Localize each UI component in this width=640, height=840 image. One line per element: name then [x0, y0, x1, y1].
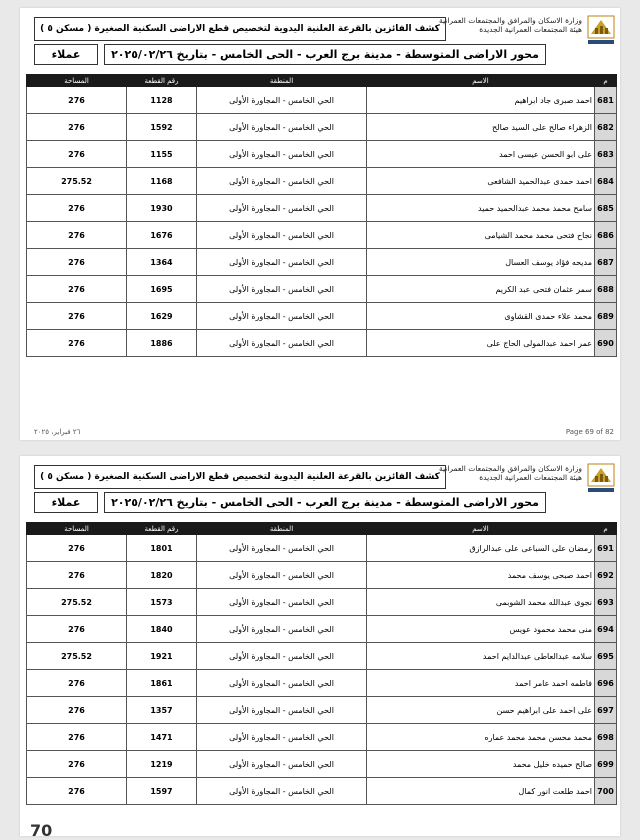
cell-area: 276: [27, 697, 127, 724]
page-footer: [20, 428, 620, 440]
cell-name: احمد طلعت انور كمال: [367, 778, 595, 805]
cell-area: 276: [27, 141, 127, 168]
client-type-label: عملاء: [34, 492, 98, 513]
cell-num: 697: [595, 697, 617, 724]
table-row: [27, 330, 617, 357]
cell-plot: 1930: [127, 195, 197, 222]
cell-plot: 1219: [127, 751, 197, 778]
col-plot: رقم القطعة: [127, 523, 197, 535]
cell-region: الحي الخامس - المجاورة الأولى: [197, 670, 367, 697]
ministry-line: وزارة الاسكان والمرافق والمجتمعات العمرانية: [438, 464, 582, 473]
cell-num: 687: [595, 249, 617, 276]
cell-region: الحي الخامس - المجاورة الأولى: [197, 87, 367, 114]
cell-name: منى محمد محمود عويس: [367, 616, 595, 643]
cell-name: محمد علاء حمدى القشاوى: [367, 303, 595, 330]
cell-name: احمد صبحى يوسف محمد: [367, 562, 595, 589]
cell-area: 276: [27, 535, 127, 562]
col-region: المنطقة: [197, 523, 367, 535]
cell-area: 275.52: [27, 589, 127, 616]
table-row: [27, 670, 617, 697]
cell-name: مديحه فؤاد يوسف العسال: [367, 249, 595, 276]
cell-plot: 1592: [127, 114, 197, 141]
table-row: [27, 222, 617, 249]
sub-header: [34, 492, 546, 513]
cell-plot: 1597: [127, 778, 197, 805]
table-row: [27, 616, 617, 643]
cell-plot: 1921: [127, 643, 197, 670]
ministry-name: [432, 464, 582, 482]
authority-line: هيئة المجتمعات العمرانية الجديدة: [479, 25, 582, 34]
cell-area: 276: [27, 616, 127, 643]
cell-plot: 1820: [127, 562, 197, 589]
cell-area: 276: [27, 670, 127, 697]
table-row: [27, 114, 617, 141]
table-body: [27, 87, 617, 357]
cell-plot: 1801: [127, 535, 197, 562]
cell-plot: 1695: [127, 276, 197, 303]
cell-num: 698: [595, 724, 617, 751]
cell-num: 699: [595, 751, 617, 778]
col-area: المساحة: [27, 75, 127, 87]
cell-area: 276: [27, 222, 127, 249]
cell-num: 688: [595, 276, 617, 303]
table-row: [27, 87, 617, 114]
cell-area: 276: [27, 114, 127, 141]
cell-area: 276: [27, 751, 127, 778]
cell-plot: 1573: [127, 589, 197, 616]
cell-plot: 1357: [127, 697, 197, 724]
table-body: [27, 535, 617, 805]
cell-num: 684: [595, 168, 617, 195]
cell-plot: 1128: [127, 87, 197, 114]
col-name: الاسم: [367, 75, 595, 87]
cell-name: على ابو الحسن عيسى احمد: [367, 141, 595, 168]
cell-area: 276: [27, 303, 127, 330]
cell-area: 276: [27, 249, 127, 276]
footer-date: ٢٦ فبراير، ٢٠٢٥: [34, 428, 81, 436]
table-row: [27, 643, 617, 670]
col-region: المنطقة: [197, 75, 367, 87]
ministry-logo-icon: [586, 462, 616, 494]
sub-header: [34, 44, 546, 65]
cell-region: الحي الخامس - المجاورة الأولى: [197, 535, 367, 562]
cell-region: الحي الخامس - المجاورة الأولى: [197, 724, 367, 751]
document-page-1: [20, 8, 620, 440]
table-row: [27, 562, 617, 589]
table-row: [27, 697, 617, 724]
cell-area: 276: [27, 195, 127, 222]
table-row: [27, 589, 617, 616]
cell-region: الحي الخامس - المجاورة الأولى: [197, 141, 367, 168]
cell-area: 276: [27, 87, 127, 114]
cell-num: 693: [595, 589, 617, 616]
cell-num: 694: [595, 616, 617, 643]
document-page-2: [20, 456, 620, 836]
document-title: كشف الفائزين بالقرعة العلنية اليدوية لتخصيص قطع الاراضى السكنية الصغيرة ( مسكن ٥ ): [34, 17, 446, 41]
cell-name: على احمد على ابراهيم حسن: [367, 697, 595, 724]
cell-region: الحي الخامس - المجاورة الأولى: [197, 330, 367, 357]
cell-num: 700: [595, 778, 617, 805]
cell-num: 696: [595, 670, 617, 697]
authority-line: هيئة المجتمعات العمرانية الجديدة: [479, 473, 582, 482]
cell-region: الحي الخامس - المجاورة الأولى: [197, 751, 367, 778]
ministry-logo-icon: [586, 14, 616, 46]
table-row: [27, 141, 617, 168]
cell-plot: 1629: [127, 303, 197, 330]
cell-name: سلامه عبدالعاطى عبدالدايم احمد: [367, 643, 595, 670]
cell-num: 692: [595, 562, 617, 589]
cell-plot: 1471: [127, 724, 197, 751]
axis-title: محور الاراضى المتوسطة - مدينة برج العرب - الحى الخامس - بتاريخ ٢٠٢٥/٠٢/٢٦: [104, 492, 546, 513]
cell-plot: 1168: [127, 168, 197, 195]
table-row: [27, 303, 617, 330]
cell-area: 276: [27, 562, 127, 589]
ministry-line: وزارة الاسكان والمرافق والمجتمعات العمرانية: [438, 16, 582, 25]
table-row: [27, 168, 617, 195]
client-type-label: عملاء: [34, 44, 98, 65]
winners-table: [26, 522, 617, 805]
col-area: المساحة: [27, 523, 127, 535]
col-num: م: [595, 75, 617, 87]
cell-name: نجوى عبدالله محمد الشوبمى: [367, 589, 595, 616]
cell-plot: 1364: [127, 249, 197, 276]
cell-num: 695: [595, 643, 617, 670]
cell-region: الحي الخامس - المجاورة الأولى: [197, 697, 367, 724]
cell-area: 275.52: [27, 168, 127, 195]
cell-area: 276: [27, 724, 127, 751]
table-header-row: [27, 75, 617, 87]
cell-name: سامح محمد محمد عبدالحميد حميد: [367, 195, 595, 222]
cell-name: محمد محسن محمد محمد عماره: [367, 724, 595, 751]
cell-region: الحي الخامس - المجاورة الأولى: [197, 168, 367, 195]
cell-name: صالح حميده خليل محمد: [367, 751, 595, 778]
table-header-row: [27, 523, 617, 535]
table-row: [27, 535, 617, 562]
col-num: م: [595, 523, 617, 535]
cell-plot: 1861: [127, 670, 197, 697]
cell-region: الحي الخامس - المجاورة الأولى: [197, 589, 367, 616]
cell-num: 682: [595, 114, 617, 141]
cell-region: الحي الخامس - المجاورة الأولى: [197, 562, 367, 589]
table-row: [27, 249, 617, 276]
col-plot: رقم القطعة: [127, 75, 197, 87]
cell-region: الحي الخامس - المجاورة الأولى: [197, 778, 367, 805]
cell-num: 686: [595, 222, 617, 249]
document-title: كشف الفائزين بالقرعة العلنية اليدوية لتخصيص قطع الاراضى السكنية الصغيرة ( مسكن ٥ ): [34, 465, 446, 489]
ministry-name: [432, 16, 582, 34]
cell-region: الحي الخامس - المجاورة الأولى: [197, 643, 367, 670]
cell-name: احمد حمدى عبدالحميد الشافعى: [367, 168, 595, 195]
table-row: [27, 778, 617, 805]
cell-area: 276: [27, 330, 127, 357]
cell-name: الزهراء صالح على السيد صالح: [367, 114, 595, 141]
cell-plot: 1840: [127, 616, 197, 643]
cell-num: 689: [595, 303, 617, 330]
cell-plot: 1886: [127, 330, 197, 357]
table-row: [27, 724, 617, 751]
table-row: [27, 195, 617, 222]
cell-plot: 1155: [127, 141, 197, 168]
cell-name: فاطمه احمد عامر احمد: [367, 670, 595, 697]
cutoff-page-number: 70: [30, 821, 53, 840]
cell-num: 683: [595, 141, 617, 168]
cell-num: 690: [595, 330, 617, 357]
cell-num: 681: [595, 87, 617, 114]
cell-area: 276: [27, 276, 127, 303]
winners-table: [26, 74, 617, 357]
cell-region: الحي الخامس - المجاورة الأولى: [197, 276, 367, 303]
axis-title: محور الاراضى المتوسطة - مدينة برج العرب - الحى الخامس - بتاريخ ٢٠٢٥/٠٢/٢٦: [104, 44, 546, 65]
cell-plot: 1676: [127, 222, 197, 249]
cell-area: 276: [27, 778, 127, 805]
cell-num: 685: [595, 195, 617, 222]
cell-region: الحي الخامس - المجاورة الأولى: [197, 616, 367, 643]
table-row: [27, 751, 617, 778]
cell-area: 275.52: [27, 643, 127, 670]
cell-name: احمد صبرى جاد ابراهيم: [367, 87, 595, 114]
cell-region: الحي الخامس - المجاورة الأولى: [197, 195, 367, 222]
cell-name: سمر عثمان فتحى عبد الكريم: [367, 276, 595, 303]
cell-num: 691: [595, 535, 617, 562]
cell-name: نجاح فتحى محمد محمد الشيامى: [367, 222, 595, 249]
footer-page-number: Page 69 of 82: [565, 428, 614, 436]
cell-name: عمر احمد عبدالمولى الحاج على: [367, 330, 595, 357]
cell-name: رمضان على السباعى على عبدالرازق: [367, 535, 595, 562]
cell-region: الحي الخامس - المجاورة الأولى: [197, 114, 367, 141]
cell-region: الحي الخامس - المجاورة الأولى: [197, 222, 367, 249]
cell-region: الحي الخامس - المجاورة الأولى: [197, 249, 367, 276]
table-row: [27, 276, 617, 303]
col-name: الاسم: [367, 523, 595, 535]
cell-region: الحي الخامس - المجاورة الأولى: [197, 303, 367, 330]
